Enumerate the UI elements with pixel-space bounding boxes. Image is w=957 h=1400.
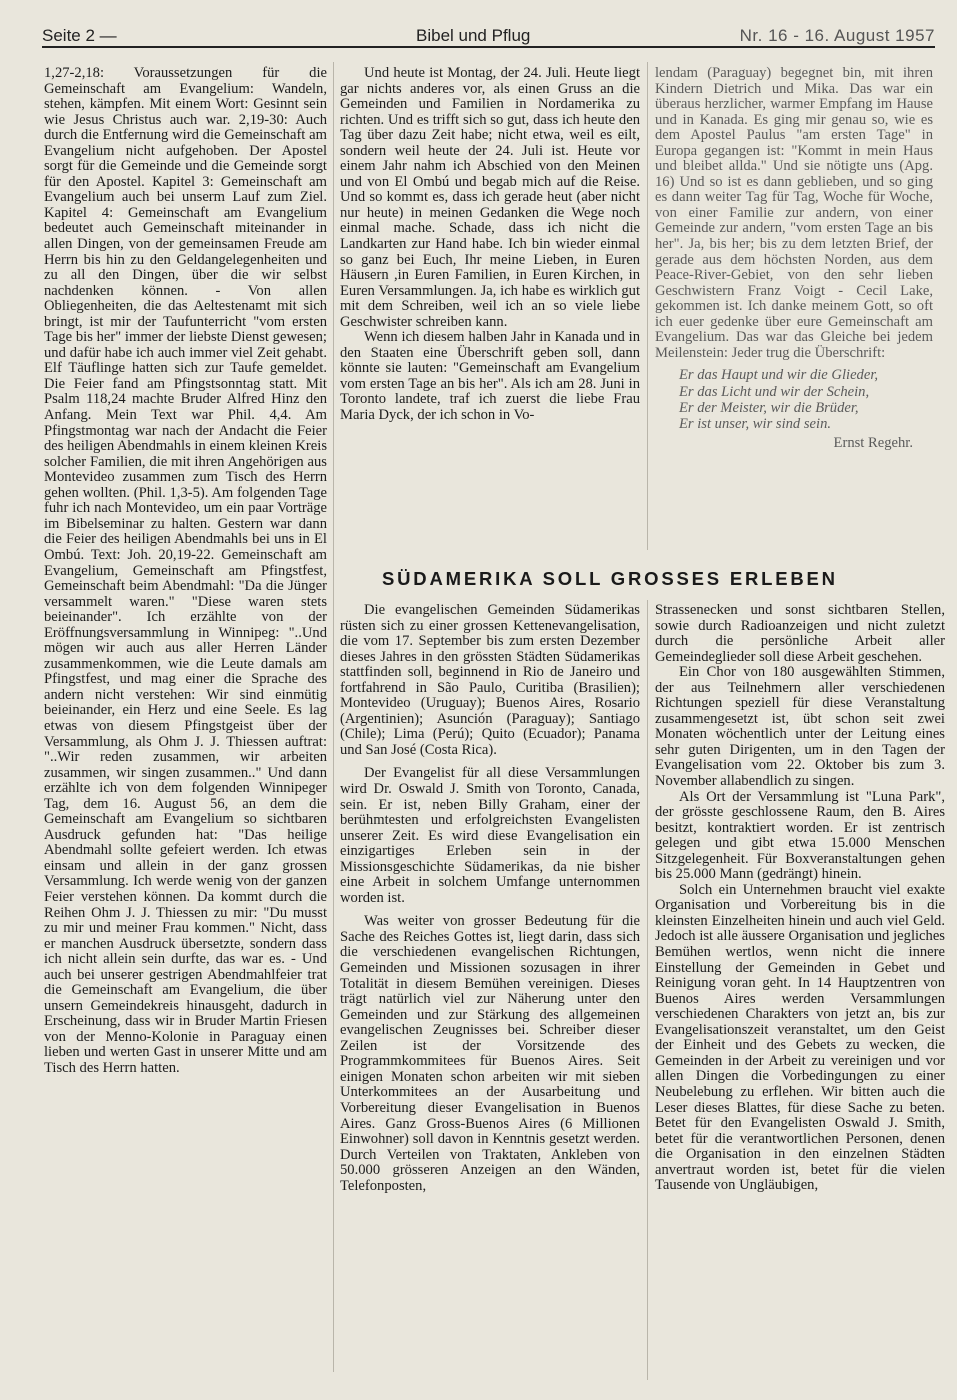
poem-line: Er das Haupt und wir die Glieder,	[679, 367, 879, 384]
column-right-top	[655, 66, 933, 452]
paragraph: Strassenecken und sonst sichtbaren Stellen, sowie durch Radioanzeigen und nicht zuletzt durch die persönliche Arbeit aller Gemeindeglieder soll diese Arbeit geschehen.	[655, 602, 945, 665]
header-rule	[42, 46, 935, 48]
paragraph: lendam (Paraguay) begegnet bin, mit ihren Kindern Dietrich und Mika. Das war ein überaus herzlicher, warmer Empfang im Hause und in Kanada. Es ging mir genau so, wie es dem Apostel Paulus "am ersten Tage" in Europa gegangen ist: "Kommt in mein Haus und bleibet allda." Und sie nötigte uns (Apg. 16) Und so ist es dann geblieben, und so ging es dann weiter Tag für Tag, Woche für Woche, von einer Familie zur andern, von einer Gemeinde zur andern, "vom ersten Tage an bis her". Ja, bis her; bis zu dem letzten Brief, der gerade aus dem höchsten Norden, aus dem Peace-River-Gebiet, von den sehr lieben Geschwistern Franz Voigt - Cecil Lake, gekommen ist. Ich danke meinem Gott, so oft ich euer gedenke über eure Gemeinschaft am Evangelium. Das war das Gleiche bei jedem Meilenstein: Jeder trug die Überschrift:	[655, 65, 933, 361]
poem	[679, 367, 933, 432]
column-divider	[647, 62, 648, 550]
paragraph: Und heute ist Montag, der 24. Juli. Heute liegt gar nichts anderes vor, als einen Gruss an die Gemeinden und Familien in Nordamerika zu richten. Und es trifft sich so gut, dass ich heute den Tag über dazu Zeit habe; nicht etwa, weil es eilt, sondern weil heute der 24. Juli ist. Heute vor einem Jahr nahm ich Abschied von den Meinen und von El Ombú und begab mich auf die Reise. Und so kommt es, dass ich gerade heut (aber nicht nur heute) in meinen Gedanken die Wege noch einmal mache. Schade, dass ich nicht die Landkarten zur Hand habe. Ich bin wieder einmal so ganz bei Euch, Ihr meine Lieben, in Euren Häusern ,in Euren Familien, in Euren Kirchen, in Euren Versammlungen. Ja, ich habe es wirklich gut mit dem Schreiben, weil ich an so viele liebe Geschwister schreiben kann.	[340, 65, 640, 330]
page-number: Seite 2 —	[42, 26, 117, 45]
poem-line: Er der Meister, wir die Brüder,	[679, 399, 859, 416]
paragraph: Was weiter von grosser Bedeutung für die Sache des Reiches Gottes ist, liegt darin, dass sich die verschiedenen evangelischen Richtungen, Gemeinden und Missionen sozusagen in ihrer Totalität in diesem Bemühen vereinigen. Dieses trägt natürlich viel zur Näherung unter den Gemeinden und zur Stärkung des allgemeinen evangelischen Zeugnisses bei. Schreiber dieser Zeilen ist der Vorsitzende des Programmkommitees für Buenos Aires. Seit einigen Monaten schon arbeiten wir mit sieben Unterkommitees an der Ausarbeitung und Vorbereitung dieser Evangelisation in Buenos Aires. Ganz Gross-Buenos Aires (6 Millionen Einwohner) soll davon in Kenntnis gesetzt werden. Durch Verteilen von Traktaten, Ankleben von 50.000 grösseren Anzeigen an den Wänden, Telefonposten,	[340, 913, 640, 1194]
paragraph: 1,27-2,18: Voraussetzungen für die Gemeinschaft am Evangelium: Wandeln, stehen, kämpfen. Mit einem Wort: Gesinnt sein wie Jesus Christus auch war. 2,19-30: Auch durch die Entfernung wird die Gemeinschaft am Evangelium nicht aufgehoben. Der Apostel sorgt für die Gemeinde und die Gemeinde sorgt für den Apostel. Kapitel 3: Gemeinschaft am Evangelium auch bei unserm Lauf zum Ziel. Kapitel 4: Gemeinschaft am Evangelium bedeutet auch Gemeinschaft miteinander in allen Dingen, von der gemeinsamen Freude am Herrn bis hin zu den Geldangelegenheiten und zu all den Dingen, über die wir selbst nachdenken können. - Von allen Obliegenheiten, die das Aeltestenamt mit sich bringt, ist mir der Taufunterricht "vom ersten Tage bis her" immer der liebste Dienst gewesen; und dafür habe ich auch immer viel Zeit gehabt. Elf Täuflinge hatten sich zur Taufe gemeldet. Die Feier fand am Pfingstsonntag statt. Mit Psalm 118,24 machte Bruder Alfred Hinz den Anfang. Mein Text war Phil. 4,4. Am Pfingstmontag war nach der Andacht die Feier des heiligen Abendmahls in einem kleinen Kreis solcher Familien, die mit ihren Angehörigen aus Montevideo zusammen zum Tisch des Herrn gehen wollten. (Phil. 1,3-5). Am folgenden Tage fuhr ich nach Montevideo, um ein paar Vorträge im Bibelseminar zu halten. Gestern war dann die Feier des heiligen Abendmahls bei uns in El Ombú. Text: Joh. 20,19-22. Gemeinschaft am Evangelium, Gemeinschaft am Pfingstfest, Gemeinschaft beim Abendmahl: "Da die Jünger versammelt waren." "Diese waren stets beieinander". Ich erzählte von der Eröffnungsversammlung in Winnipeg: "..Und mögen wir auch aus aller Herren Länder zusammenkommen, wie die Leute damals am Pfingstfest, und mag einer die Sprache des andern nicht verstehen: Wir sind einmütig beieinander, ein Herz und eine Seele. Es lag etwas von diesem Pfingstgeist über der Versammlung, als Ohm J. J. Thiessen auftrat: "..Wir reden zusammen, wir arbeiten zusammen, wir singen zusammen.." Und dann erzählte ich von dem folgenden Winnipeger Tag, dem 16. August 56, an dem die Gemeinschaft am Evangelium so sichtbaren Ausdruck gefunden hat: "Das heilige Abendmahl sollte gefeiert werden. Ich etwas einsam und allein in der ganz grossen Versammlung. Ich werde wenig von der ganzen Feier verstehen können. Da kommt durch die Reihen Ohm J. J. Thiessen zu mir: "Du musst zu mir und meiner Frau kommen." Nicht, dass er manchen Ausdruck übersetzte, sondern dass ich nicht allein sein durfte, das war es. - Und auch bei unserer gestrigen Abendmahlfeier trat die Gemeinschaft am Evangelium, die über unsern Gemeindekreis hinausgeht, dadurch in Erscheinung, dass wir in Bruder Martin Friesen von der Menno-Kolonie in Paraguay einen lieben und werten Gast in unserer Mitte und am Tisch des Herrn hatten.	[44, 65, 327, 1076]
issue-date: Nr. 16 - 16. August 1957	[739, 26, 935, 45]
paragraph: Ein Chor von 180 ausgewählten Stimmen, der aus Teilnehmern aller verschiedenen Richtungen speziell für diese Veranstaltung zusammengesetzt ist, übt schon seit zwei Monaten wöchentlich unter der Leitung eines sehr guten Dirigenten, um in den Tagen der Evangelisation vom 22. Oktober bis zum 3. November allabendlich zu singen.	[655, 664, 945, 790]
poem-line: Er ist unser, wir sind sein.	[679, 416, 832, 432]
column-divider	[333, 62, 334, 1372]
publication-title: Bibel und Pflug	[416, 26, 531, 45]
article-column-middle	[340, 603, 640, 1194]
paragraph: Der Evangelist für all diese Versammlungen wird Dr. Oswald J. Smith von Toronto, Canada, sein. Er ist, neben Billy Graham, einer der berühmtesten und erfolgreichsten Evangelisten unserer Zeit. Es wird diese Evangelisation ein einzigartiges Erleben sein in der Missionsgeschichte Südamerikas, da nie bisher eine Arbeit in solchem Umfange unternommen worden ist.	[340, 765, 640, 906]
author-signature: Ernst Regehr.	[833, 435, 913, 452]
paragraph: Solch ein Unternehmen braucht viel exakte Organisation und Vorbereitung bis in die kleinsten Einzelheiten hinein und auch viel Geld. Jedoch ist alle äussere Organisation und jegliches Bemühen wertlos, wenn nicht die innere Einstellung der Gemeinden in Gebet und Reinigung voran geht. In 14 Hauptzentren von Buenos Aires werden Versammlungen verschiedenen Charakters von jetzt an, bis zur Evangelisationszeit veranstaltet, um den Geist der Einheit und des Gebets zu wecken, die Gemeinden in der Arbeit zu vereinigen und vor allen Dingen die Vorbedingungen zu einer Neubelebung zu erflehen. Wir bitten auch die Leser dieses Blattes, für diese Sache zu beten. Betet für den Evangelisten Oswald J. Smith, betet für die verantwortlichen Personen, denen die Organisation in den einzelnen Städten anvertraut worden ist, betet für die vielen Tausende von Ungläubigen,	[655, 881, 945, 1194]
poem-line: Er das Licht und wir der Schein,	[679, 383, 870, 400]
article-headline: SÜDAMERIKA SOLL GROSSES ERLEBEN	[382, 568, 838, 589]
column-left	[44, 66, 327, 1077]
paragraph: Als Ort der Versammlung ist "Luna Park", der grösste geschlossene Raum, den B. Aires besitzt, kontraktiert worden. Er ist zentrisch gelegen und gibt etwa 15.000 Menschen Sitzgelegenheit. Für Boxveranstaltungen gehen bis 25.000 Mann (gedrängt) hinein.	[655, 788, 945, 883]
column-middle-top	[340, 66, 640, 424]
paragraph: Wenn ich diesem halben Jahr in Kanada und in den Staaten eine Überschrift geben soll, dann könnte sie lauten: "Gemeinschaft am Evangelium vom ersten Tage an bis her". Als ich am 28. Juni in Toronto landete, traf ich zuerst die liebe Frau Maria Dyck, der ich schon in Vo-	[340, 329, 640, 424]
article-column-right	[655, 603, 945, 1194]
column-divider	[647, 600, 648, 1380]
paragraph: Die evangelischen Gemeinden Südamerikas rüsten sich zu einer grossen Kettenevangelisation, die vom 17. September bis zum ersten Dezember dieses Jahres in den grössten Städten Südamerikas stattfinden soll, beginnend in Rio de Janeiro und fortfahrend in São Paulo, Curitiba (Brasilien); Montevideo (Uruguay); Buenos Aires, Rosario (Argentinien); Asunción (Paraguay); Santiago (Chile); Lima (Perú); Quito (Ecuador); Panama und San José (Costa Rica).	[340, 602, 640, 758]
